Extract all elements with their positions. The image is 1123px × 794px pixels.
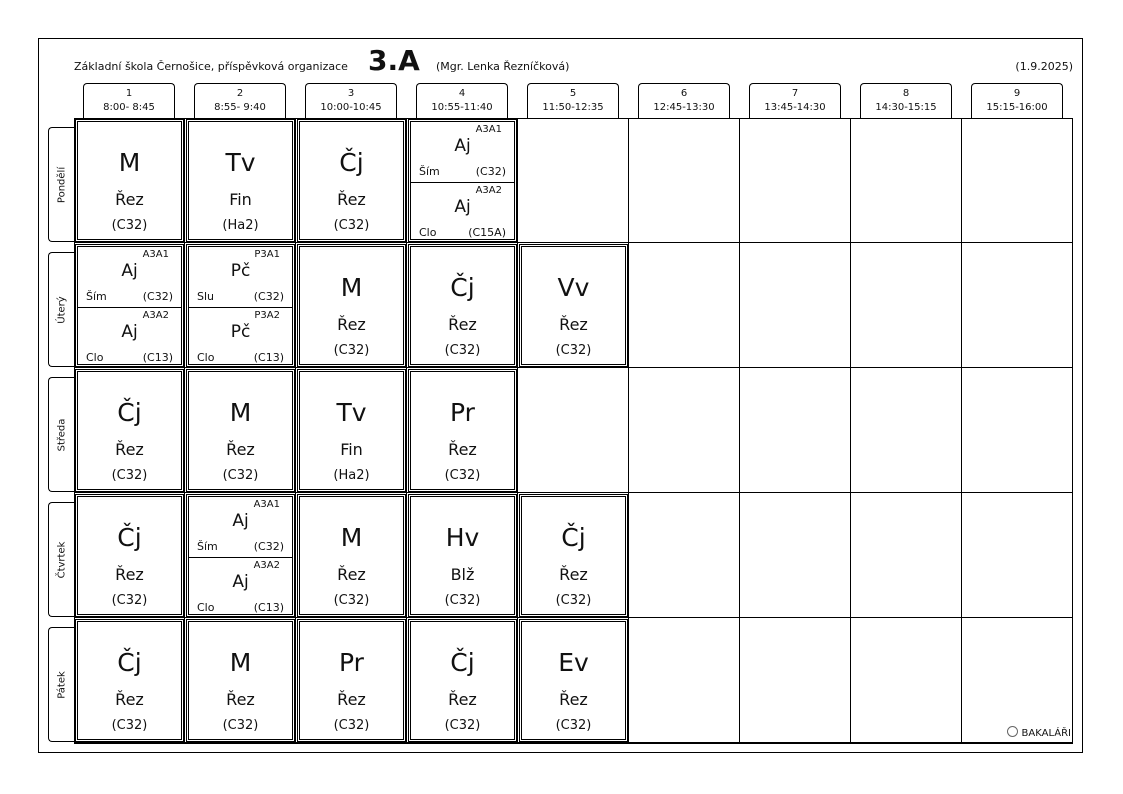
group-code: A3A1 [475,124,502,135]
lesson-card [77,621,182,740]
teacher: Řez [337,690,366,709]
lesson-card [410,371,515,490]
subject: Aj [121,261,138,281]
teacher: Ším [86,290,107,303]
grid-cell [518,118,629,243]
lesson-card [410,621,515,740]
lesson-card [77,371,182,490]
subject: Tv [336,398,367,427]
teacher: Řez [115,440,144,459]
period-number: 9 [1013,88,1021,99]
teacher: Řez [337,315,366,334]
lesson-card [188,371,293,490]
room: (C32) [142,290,173,303]
room: (C32) [111,468,148,483]
room: (C13) [142,351,173,364]
lesson-card [188,246,293,365]
teacher: Blž [450,565,475,584]
teacher: Fin [340,440,363,459]
grid-cell [851,618,962,743]
lesson-card [299,121,404,240]
teacher: Clo [86,351,104,364]
subject: M [229,398,252,427]
teacher: Ším [419,165,440,178]
lesson-card [188,621,293,740]
subject: Aj [454,136,471,156]
period-time: 13:45-14:30 [764,102,826,113]
room: (C32) [222,718,259,733]
lesson-group [189,308,292,368]
subject: Čj [117,648,142,677]
lesson-card [410,496,515,615]
teacher: Řez [115,565,144,584]
subject: Čj [450,648,475,677]
room: (C32) [555,718,592,733]
teacher: Fin [229,190,252,209]
room: (Ha2) [222,218,259,233]
subject: Ev [558,648,589,677]
lesson-card [299,496,404,615]
room: (C32) [555,593,592,608]
subject: Aj [232,572,249,592]
period-time: 8:00- 8:45 [103,102,155,113]
day-name: Úterý [56,295,67,324]
grid-cell [962,368,1073,493]
period-header-9 [971,83,1063,119]
period-time: 12:45-13:30 [653,102,715,113]
period-number: 4 [458,88,466,99]
lesson-card [299,621,404,740]
teacher: Řez [226,690,255,709]
teacher: Řez [226,440,255,459]
teacher: Řez [559,690,588,709]
teacher: Ším [197,540,218,553]
period-time: 10:00-10:45 [320,102,382,113]
lesson-card [77,246,182,365]
period-number: 1 [125,88,133,99]
lesson-card [410,246,515,365]
period-header-3 [305,83,397,119]
grid-cell [740,243,851,368]
period-time: 11:50-12:35 [542,102,604,113]
grid-cell [629,618,740,743]
period-number: 3 [347,88,355,99]
grid-cell [629,118,740,243]
teacher: Slu [197,290,215,303]
period-number: 5 [569,88,577,99]
room: (C13) [253,351,284,364]
group-code: A3A2 [142,310,169,321]
room: (C32) [444,468,481,483]
period-header-6 [638,83,730,119]
period-header-7 [749,83,841,119]
subject: Aj [121,322,138,342]
teacher: Řez [448,315,477,334]
teacher: Řez [559,565,588,584]
grid-cell [962,618,1073,743]
subject: Čj [339,148,364,177]
period-number: 7 [791,88,799,99]
room: (C32) [444,593,481,608]
room: (C32) [333,343,370,358]
room: (C32) [253,290,284,303]
room: (C32) [333,218,370,233]
teacher: Řez [115,190,144,209]
teacher: Řez [337,190,366,209]
room: (Ha2) [333,468,370,483]
day-name: Pondělí [56,166,67,203]
bakalari-logo-icon [1007,726,1018,737]
teacher: Clo [419,226,437,239]
day-tab-2 [48,252,74,367]
grid-cell [740,493,851,618]
room: (C32) [475,165,506,178]
subject: Vv [557,273,590,302]
teacher: Řez [337,565,366,584]
grid-cell [518,368,629,493]
room: (C32) [444,718,481,733]
subject: Čj [117,398,142,427]
subject: Pč [230,261,251,281]
lesson-card [77,496,182,615]
logo-text: BAKALÁŘI [1021,728,1071,739]
group-code: P3A1 [254,249,280,260]
room: (C32) [111,218,148,233]
room: (C15A) [468,226,506,239]
class-teacher: (Mgr. Lenka Řezníčková) [436,60,570,73]
group-code: A3A2 [475,185,502,196]
grid-cell [851,243,962,368]
period-time: 10:55-11:40 [431,102,493,113]
lesson-card [521,246,626,365]
lesson-group [411,122,514,183]
teacher: Clo [197,601,215,614]
grid-cell [962,118,1073,243]
period-number: 2 [236,88,244,99]
day-name: Středa [56,418,67,451]
room: (C32) [333,718,370,733]
group-code: A3A1 [253,499,280,510]
subject: Pč [230,322,251,342]
bakalari-logo [1007,726,1071,739]
lesson-card [188,496,293,615]
subject: Čj [561,523,586,552]
grid-cell [851,493,962,618]
lesson-card [188,121,293,240]
period-header-1 [83,83,175,119]
period-header-4 [416,83,508,119]
room: (C32) [111,593,148,608]
grid-cell [629,243,740,368]
lesson-card [299,246,404,365]
school-name: Základní škola Černošice, příspěvková organizace [74,60,348,73]
room: (C32) [333,593,370,608]
grid-cell [851,368,962,493]
lesson-card [521,621,626,740]
group-code: P3A2 [254,310,280,321]
grid-cell [740,618,851,743]
timetable-date: (1.9.2025) [1015,60,1073,73]
teacher: Řez [448,690,477,709]
group-code: A3A2 [253,560,280,571]
room: (C32) [444,343,481,358]
day-name: Pátek [56,670,67,699]
period-time: 15:15-16:00 [986,102,1048,113]
teacher: Řez [448,440,477,459]
room: (C32) [253,540,284,553]
lesson-group [189,247,292,308]
teacher: Řez [559,315,588,334]
room: (C32) [111,718,148,733]
period-time: 8:55- 9:40 [214,102,266,113]
period-number: 6 [680,88,688,99]
grid-cell [962,243,1073,368]
subject: Pr [450,398,475,427]
class-name: 3.A [368,44,420,77]
lesson-group [189,558,292,618]
subject: M [340,273,363,302]
day-tab-4 [48,502,74,617]
lesson-group [78,247,181,308]
lesson-card [77,121,182,240]
subject: Tv [225,148,256,177]
subject: M [118,148,141,177]
day-name: Čtvrtek [56,541,67,578]
subject: Čj [117,523,142,552]
lesson-card [299,371,404,490]
day-tab-5 [48,627,74,742]
room: (C13) [253,601,284,614]
lesson-group [411,183,514,243]
period-header-8 [860,83,952,119]
grid-cell [962,493,1073,618]
lesson-group [189,497,292,558]
period-number: 8 [902,88,910,99]
subject: M [229,648,252,677]
subject: Pr [339,648,364,677]
lesson-card [521,496,626,615]
room: (C32) [222,468,259,483]
subject: Aj [454,197,471,217]
lesson-group [78,308,181,368]
teacher: Řez [115,690,144,709]
period-header-2 [194,83,286,119]
day-tab-1 [48,127,74,242]
grid-cell [740,368,851,493]
lesson-card [410,121,515,240]
grid-cell [629,493,740,618]
subject: Hv [445,523,480,552]
group-code: A3A1 [142,249,169,260]
day-tab-3 [48,377,74,492]
subject: Čj [450,273,475,302]
period-time: 14:30-15:15 [875,102,937,113]
period-header-5 [527,83,619,119]
grid-cell [740,118,851,243]
subject: Aj [232,511,249,531]
room: (C32) [555,343,592,358]
grid-cell [851,118,962,243]
teacher: Clo [197,351,215,364]
subject: M [340,523,363,552]
grid-cell [629,368,740,493]
